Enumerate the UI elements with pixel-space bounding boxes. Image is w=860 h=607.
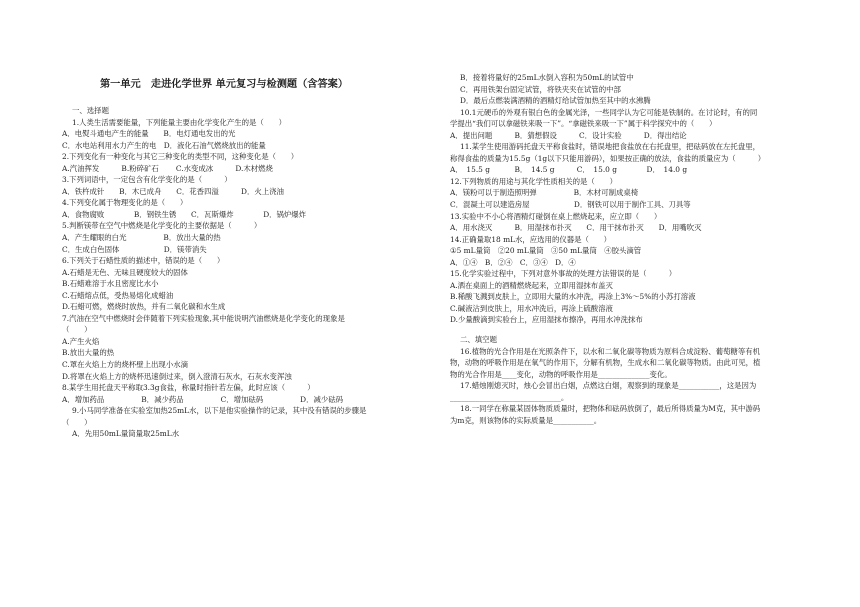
text-line: 6.下列关于石蜡性质的描述中，错误的是（ ） [62, 256, 225, 266]
text-line: C．再用铁架台固定试管，将铁夹夹在试管的中部 [460, 84, 621, 94]
text-line: 5.判断镁带在空气中燃烧是化学变化的主要依据是（ ） [62, 221, 262, 231]
right-column [450, 72, 855, 426]
section-gap [450, 326, 855, 334]
text-line: 14.正确量取18 mL水，应选用的仪器是（ ） [450, 234, 612, 244]
text-line: C．水电站利用水力产生的电 D．液化石油气燃烧放出的能量 [62, 140, 266, 150]
text-line: A.洒在桌面上的酒精燃烧起来，立即用湿抹布盖灭 [450, 280, 613, 290]
text-line: A．先用50mL量筒量取25mL水 [72, 429, 180, 439]
right-text [450, 72, 855, 426]
text-line: 13.实验中不小心将酒精灯碰倒在桌上燃烧起来，应立即（ ） [450, 211, 662, 221]
text-line: A．产生耀眼的白光 B．放出大量的热 [62, 233, 221, 243]
text-line: 1.人类生活需要能量，下列能量主要由化学变化产生的是（ ） [72, 117, 286, 127]
text-line: 学提出“我们可以拿磁铁来吸一下”。“拿磁铁来吸一下”属于科学探究中的（ ） [450, 119, 717, 129]
text-line: 7.汽油在空气中燃烧时会伴随着下列实验现象,其中能说明汽油燃烧是化学变化的现象是 [62, 313, 345, 323]
text-line: 10.1元硬币的外观有银白色的金属光泽，一些同学认为它可能是铁制的。在讨论时，有的同 [460, 107, 758, 117]
text-line: C.碱液沾到皮肤上，用水冲洗后，再涂上硫酸溶液 [450, 303, 613, 313]
text-line: C.石蜡熔点低，受热易熔化成蜡油 [62, 290, 174, 300]
text-line: （ ） [62, 417, 92, 427]
text-line: 物，动物的呼吸作用是在氧气的作用下，分解有机物，生成水和二氧化碳等物质。由此可见，植 [450, 358, 761, 368]
text-line: 17.蜡烛刚熄灭时，烛心会冒出白烟，点燃这白烟，观察到的现象是___________，这是因为 [460, 381, 757, 391]
left-text [62, 105, 446, 440]
text-line: 12.下列物质的用途与其化学性质相关的是（ ） [450, 176, 617, 186]
text-line: A.石蜡是无色、无味且硬度较大的固体 [62, 267, 188, 277]
text-line: 15.化学实验过程中，下列对意外事故的处理方法错误的是（ ） [450, 269, 677, 279]
text-line: A．用水浇灭 B．用湿抹布扑灭 C．用干抹布扑灭 D．用嘴吹灭 [450, 223, 702, 233]
text-line: 称得食盐的质量为15.5g（1g以下只能用游码），如果按正确的放法，食盐的质量应为（ ） [450, 153, 766, 163]
text-line: 4.下列变化属于物理变化的是（ ） [62, 198, 188, 208]
text-line: 11.某学生使用游码托盘天平称食盐时，错误地把食盐放在右托盘里，把砝码放在左托盘里， [460, 142, 760, 152]
text-line: B.石蜡难溶于水且密度比水小 [62, 279, 159, 289]
text-line: A． 15.5 g B． 14.5 g C． 15.0 g D． 14.0 g [450, 165, 688, 175]
text-line: 9.小马同学准备在实验室加热25mL水，以下是他实验操作的记录，其中没有错误的步骤是 [72, 406, 367, 416]
text-line: A．提出问题 B．猜想假设 C．设计实验 D．得出结论 [450, 130, 687, 140]
text-line: 3.下列词语中，一定包含有化学变化的是（ ） [62, 175, 232, 185]
text-line: 2.下列变化有一种变化与其它三种变化的类型不同，这种变化是（ ） [62, 152, 299, 162]
text-line: 二、填空题 [460, 335, 497, 345]
text-line: 为m克，则该物体的实际质量是___________。 [450, 415, 602, 425]
text-line: D.将罩在火焰上方的烧杯迅速倒过来，倒入澄清石灰水，石灰水变浑浊 [62, 371, 292, 381]
text-line: A．①④ B．②④ C．③④ D．④ [450, 257, 576, 267]
text-line: 18.一同学在称量某固体物质质量时，把物体和砝码放倒了，最后所得质量为M克，其中游码 [460, 404, 761, 414]
text-line: D.石蜡可燃，燃烧时放热，并有二氧化碳和水生成 [62, 302, 226, 312]
text-line: ①5 mL量筒 ②20 mL量筒 ③50 mL量筒 ④胶头滴管 [450, 246, 642, 256]
text-line: C．混凝土可以建造房屋 D．钢铁可以用于制作工具、刀具等 [450, 200, 691, 210]
text-line: A．电熨斗通电产生的能量 B．电灯通电发出的光 [62, 129, 236, 139]
text-line: C．生成白色固体 D．镁带消失 [62, 244, 207, 254]
text-line: A．镁粉可以于制造照明弹 B．木材可制成桌椅 [450, 188, 639, 198]
text-line: C.罩在火焰上方的烧杯壁上出现小水滴 [62, 360, 188, 370]
left-column [62, 78, 446, 440]
text-line: A.汽油挥发 B.粉碎矿石 C.水变成冰 D.木材燃烧 [62, 163, 273, 173]
text-line: D．最后点燃装满酒精的酒精灯给试管加热至其中的水沸腾 [460, 96, 651, 106]
text-line: 8.某学生用托盘天平称取3.3g食盐，称量时指针若左偏，此时应该（ ） [62, 383, 315, 393]
text-line: ______________________________。 [450, 392, 569, 402]
text-line: B.稀酸飞溅到皮肤上，立即用大量的水冲洗，再涂上3%～5%的小苏打溶液 [450, 292, 696, 302]
text-line: D.少量酸滴到实验台上，应用湿抹布擦净，再用水冲洗抹布 [450, 315, 643, 325]
text-line: 物的光合作用是____变化，动物的呼吸作用是______________变化。 [450, 369, 672, 379]
text-line: B．接着将量好的25mL水倒入容积为50mL的试管中 [460, 73, 634, 82]
text-line: 16.植物的光合作用是在光照条件下，以水和二氧化碳等物质为原料合成淀粉、葡萄糖等有机 [460, 346, 760, 356]
text-line: A．铁杵成针 B．木已成舟 C．花香四溢 D．火上浇油 [62, 186, 284, 196]
text-line: A．增加药品 B．减少药品 C．增加砝码 D．减少砝码 [62, 394, 344, 404]
text-line: A.产生火焰 [62, 336, 100, 346]
text-line: 一、选择题 [72, 106, 109, 115]
text-line: （ ） [62, 325, 92, 335]
text-line: B.放出大量的热 [62, 348, 115, 358]
text-line: A．食物腐败 B．钢铁生锈 C．瓦斯爆炸 D．锅炉爆炸 [62, 209, 307, 219]
page-title: 第一单元 走进化学世界 单元复习与检测题（含答案） [100, 79, 349, 90]
